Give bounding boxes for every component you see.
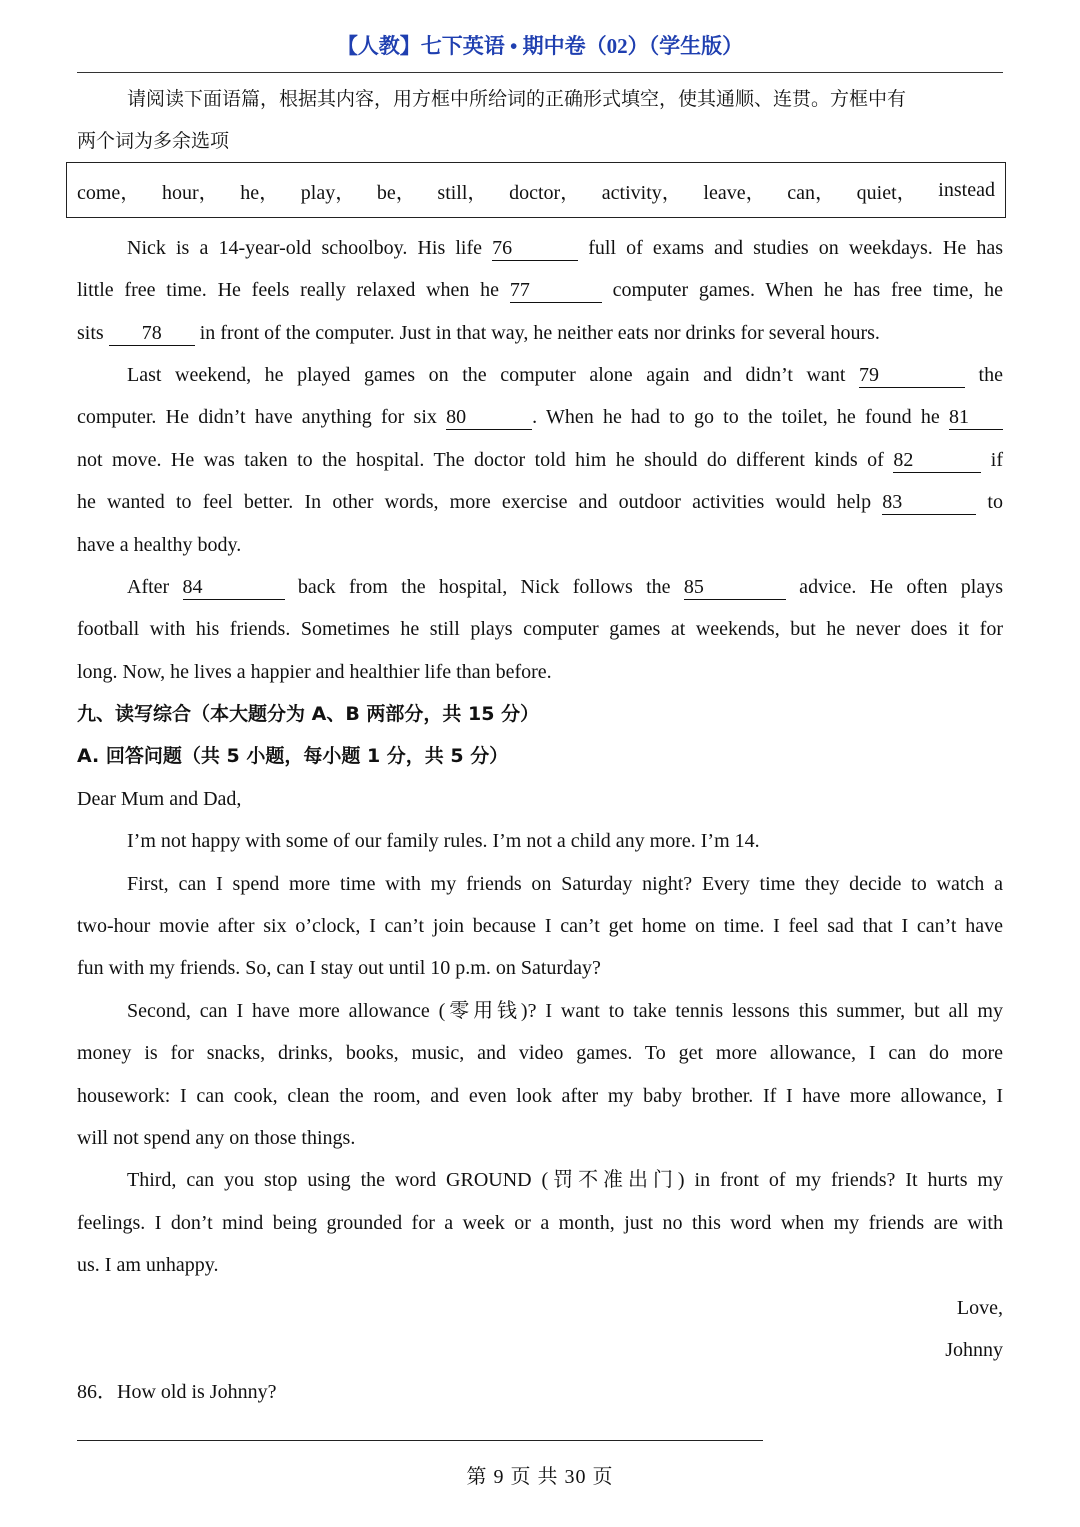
letter-line: two-hour movie after six o’clock, I can’t join because I can’t get home on time. I feel sad that I can’t have bbox=[77, 915, 1003, 938]
passage-text: to bbox=[976, 491, 1003, 514]
passage-line: football with his friends. Sometimes he still plays computer games at weekends, but he never does it for bbox=[77, 618, 1003, 641]
letter-greeting: Dear Mum and Dad, bbox=[77, 787, 242, 810]
passage-text: advice. He often plays bbox=[785, 575, 1003, 598]
letter-line: First, can I spend more time with my friends on Saturday night? Every time they decide to watch a bbox=[127, 872, 1003, 895]
blank-84[interactable]: 84 bbox=[183, 575, 285, 600]
blank-76[interactable]: 76 bbox=[492, 236, 578, 261]
page-header-title: 【人教】七下英语 • 期中卷（02）（学生版） bbox=[336, 34, 744, 58]
page-number: 第 9 页 共 30 页 bbox=[466, 1466, 614, 1488]
blank-82[interactable]: 82 bbox=[893, 448, 981, 473]
letter-line: Third, can you stop using the word GROUND (罚不准出门) in front of my friends? It hurts my bbox=[127, 1169, 1003, 1192]
word-bank-item: play， bbox=[300, 181, 356, 204]
blank-80[interactable]: 80 bbox=[446, 405, 532, 430]
passage-text: not move. He was taken to the hospital. The doctor told him he should do different kinds of bbox=[77, 448, 894, 471]
passage-line bbox=[77, 312, 1003, 354]
passage-text: sits bbox=[77, 321, 109, 344]
letter-signature: Johnny bbox=[945, 1338, 1003, 1361]
answer-line-86[interactable] bbox=[77, 1440, 763, 1441]
passage-text: Nick is a 14-year-old schoolboy. His life bbox=[127, 236, 493, 259]
blank-79[interactable]: 79 bbox=[859, 363, 965, 388]
passage-text: if bbox=[981, 448, 1004, 471]
blank-83[interactable]: 83 bbox=[882, 490, 976, 515]
passage-line bbox=[77, 354, 1003, 396]
letter-line: money is for snacks, drinks, books, music, and video games. To get more allowance, I can do more bbox=[77, 1042, 1003, 1065]
letter-line: feelings. I don’t mind being grounded for a week or a month, just no this word when my friends are with bbox=[77, 1211, 1003, 1234]
word-bank-item: activity， bbox=[601, 181, 682, 204]
header-divider bbox=[77, 72, 1003, 73]
passage-text: the bbox=[964, 363, 1003, 386]
passage-line: have a healthy body. bbox=[77, 533, 242, 556]
word-bank-item: still， bbox=[437, 181, 488, 204]
blank-78[interactable]: 78 bbox=[109, 321, 195, 346]
word-bank-item: come， bbox=[77, 181, 141, 204]
passage-text: in front of the computer. Just in that way, he neither eats nor drinks for several hours. bbox=[194, 321, 880, 344]
word-bank-item: can， bbox=[787, 181, 836, 204]
blank-77[interactable]: 77 bbox=[510, 278, 602, 303]
passage-text: computer. He didn’t have anything for six bbox=[77, 406, 447, 429]
passage-text: After bbox=[127, 575, 183, 598]
question-86: 86．How old is Johnny? bbox=[77, 1381, 277, 1404]
passage-line bbox=[77, 227, 1003, 269]
passage-text: computer games. When he has free time, he bbox=[601, 279, 1003, 302]
word-bank-item: instead bbox=[938, 178, 995, 201]
letter-line: will not spend any on those things. bbox=[77, 1126, 356, 1149]
letter-line: housework: I can cook, clean the room, and even look after my baby brother. If I have more allowance, I bbox=[77, 1084, 1003, 1107]
passage-line bbox=[77, 439, 1003, 481]
section-heading: 九、读写综合（本大题分为 A、B 两部分，共 15 分） bbox=[77, 703, 540, 726]
instructions-line: 请阅读下面语篇，根据其内容，用方框中所给词的正确形式填空，使其通顺、连贯。方框中有 bbox=[127, 88, 907, 110]
letter-line: Second, can I have more allowance (零用钱)? I want to take tennis lessons this summer, but all my bbox=[127, 999, 1003, 1022]
passage-text: he wanted to feel better. In other words, more exercise and outdoor activities would help bbox=[77, 491, 883, 514]
passage-text: back from the hospital, Nick follows the bbox=[284, 575, 684, 598]
word-bank-item: doctor， bbox=[509, 181, 581, 204]
passage-line bbox=[77, 481, 1003, 523]
blank-85[interactable]: 85 bbox=[684, 575, 786, 600]
word-bank-item: he， bbox=[240, 181, 280, 204]
passage-line: long. Now, he lives a happier and healthier life than before. bbox=[77, 660, 552, 683]
word-bank-item: be， bbox=[376, 181, 416, 204]
word-bank-spacer bbox=[77, 163, 1003, 227]
passage-line bbox=[77, 396, 1003, 438]
letter-line: I’m not happy with some of our family rules. I’m not a child any more. I’m 14. bbox=[127, 830, 760, 853]
passage-text: . When he had to go to the toilet, he found he bbox=[532, 406, 950, 429]
document-body bbox=[77, 78, 1003, 1414]
letter-closing: Love, bbox=[956, 1296, 1003, 1319]
passage-line bbox=[77, 269, 1003, 311]
instructions-line: 两个词为多余选项 bbox=[77, 130, 230, 153]
letter-line: fun with my friends. So, can I stay out until 10 p.m. on Saturday? bbox=[77, 957, 601, 980]
passage-text: Last weekend, he played games on the computer alone again and didn’t want bbox=[127, 363, 859, 386]
passage-text: little free time. He feels really relaxed when he bbox=[77, 279, 510, 302]
letter-line: us. I am unhappy. bbox=[77, 1254, 219, 1277]
section-subheading: A. 回答问题（共 5 小题，每小题 1 分，共 5 分） bbox=[77, 745, 509, 768]
word-bank-item: leave， bbox=[703, 181, 766, 204]
passage-text: full of exams and studies on weekdays. He has bbox=[578, 236, 1003, 259]
passage-line bbox=[77, 566, 1003, 608]
word-bank-item: quiet， bbox=[856, 181, 917, 204]
blank-81[interactable]: 81 bbox=[949, 405, 1003, 430]
word-bank-item: hour， bbox=[161, 181, 219, 204]
